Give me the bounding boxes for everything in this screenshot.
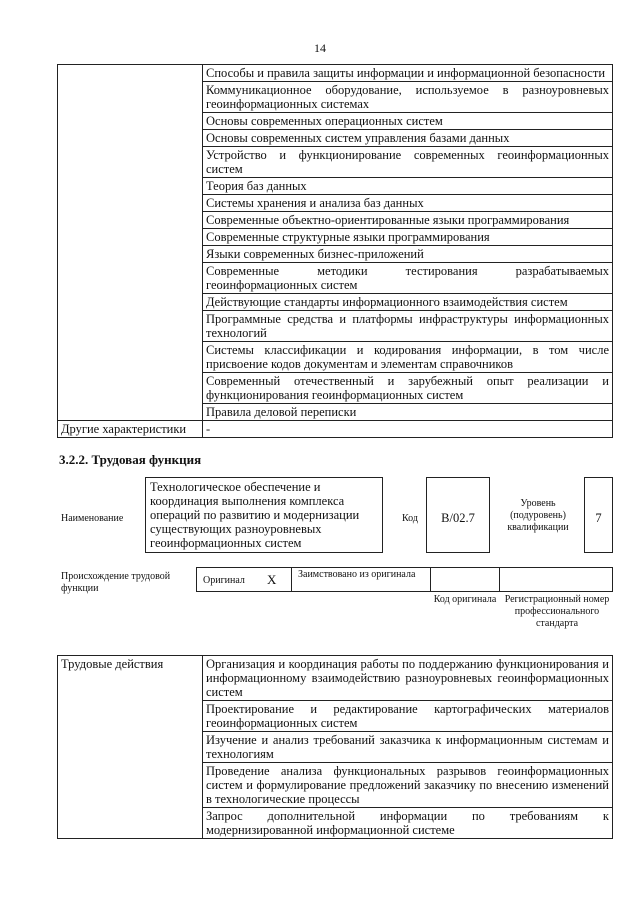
function-code-box: B/02.7 — [426, 477, 490, 553]
code-label: Код — [402, 513, 418, 524]
list-item: Языки современных бизнес-приложений — [203, 246, 613, 263]
level-label: Уровень (подуровень) квалификации — [507, 498, 569, 533]
code-original-cell — [430, 567, 500, 592]
table-row — [58, 421, 613, 438]
list-item: Организация и координация работы по поддержанию функционирования и информационному взаимодействию разноуровневых геоинформационных систем — [203, 656, 613, 701]
list-item: Устройство и функционирование современных геоинформационных систем — [203, 147, 613, 178]
list-item: Современные объектно-ориентированные языки программирования — [203, 212, 613, 229]
original-label: Оригинал — [203, 575, 245, 586]
reg-number-cell — [499, 567, 613, 592]
labor-actions-table — [57, 655, 613, 839]
list-item: Изучение и анализ требований заказчика к информационным системам и технологиям — [203, 732, 613, 763]
name-label: Наименование — [61, 513, 124, 524]
list-item: Проведение анализа функциональных разрывов геоинформационных систем и формулирование предложений заказчику по внесению изменений в технологические процессы — [203, 763, 613, 808]
knowledge-table — [57, 64, 613, 438]
list-item: Системы хранения и анализа баз данных — [203, 195, 613, 212]
list-item: Коммуникационное оборудование, используемое в разноуровневых геоинформационных системах — [203, 82, 613, 113]
original-cell — [196, 567, 292, 592]
list-item: Правила деловой переписки — [203, 404, 613, 421]
labor-actions-label: Трудовые действия — [58, 656, 203, 839]
function-name-box: Технологическое обеспечение и координация выполнения комплекса операций по развитию и модернизации существующих разноуровневых геоинформационных систем — [145, 477, 383, 553]
list-item: Программные средства и платформы инфраструктуры информационных технологий — [203, 311, 613, 342]
section-title: 3.2.2. Трудовая функция — [59, 452, 202, 467]
reg-number-caption: Регистрационный номер профессионального стандарта — [504, 594, 610, 629]
table-row — [58, 656, 613, 701]
list-item: Системы классификации и кодирования информации, в том числе присвоение кодов документам и элементам справочников — [203, 342, 613, 373]
list-item: Основы современных операционных систем — [203, 113, 613, 130]
borrowed-cell: Заимствовано из оригинала — [291, 567, 431, 592]
level-value-box: 7 — [584, 477, 613, 553]
table-label-cell — [58, 65, 203, 421]
other-characteristics-value: - — [203, 421, 613, 438]
origin-label: Происхождение трудовой функции — [61, 571, 171, 594]
list-item: Современные методики тестирования разрабатываемых геоинформационных систем — [203, 263, 613, 294]
list-item: Теория баз данных — [203, 178, 613, 195]
list-item: Основы современных систем управления базами данных — [203, 130, 613, 147]
page-number: 14 — [314, 41, 326, 55]
other-characteristics-label: Другие характеристики — [58, 421, 203, 438]
list-item: Запрос дополнительной информации по требованиям к модернизированной информационной системе — [203, 808, 613, 839]
list-item: Способы и правила защиты информации и информационной безопасности — [203, 65, 613, 82]
list-item: Современные структурные языки программирования — [203, 229, 613, 246]
list-item: Проектирование и редактирование картографических материалов геоинформационных систем — [203, 701, 613, 732]
table-row — [58, 65, 613, 82]
list-item: Современный отечественный и зарубежный опыт реализации и функционирования геоинформационных систем — [203, 373, 613, 404]
code-original-caption: Код оригинала — [433, 594, 497, 605]
list-item: Действующие стандарты информационного взаимодействия систем — [203, 294, 613, 311]
original-mark: X — [267, 572, 277, 587]
